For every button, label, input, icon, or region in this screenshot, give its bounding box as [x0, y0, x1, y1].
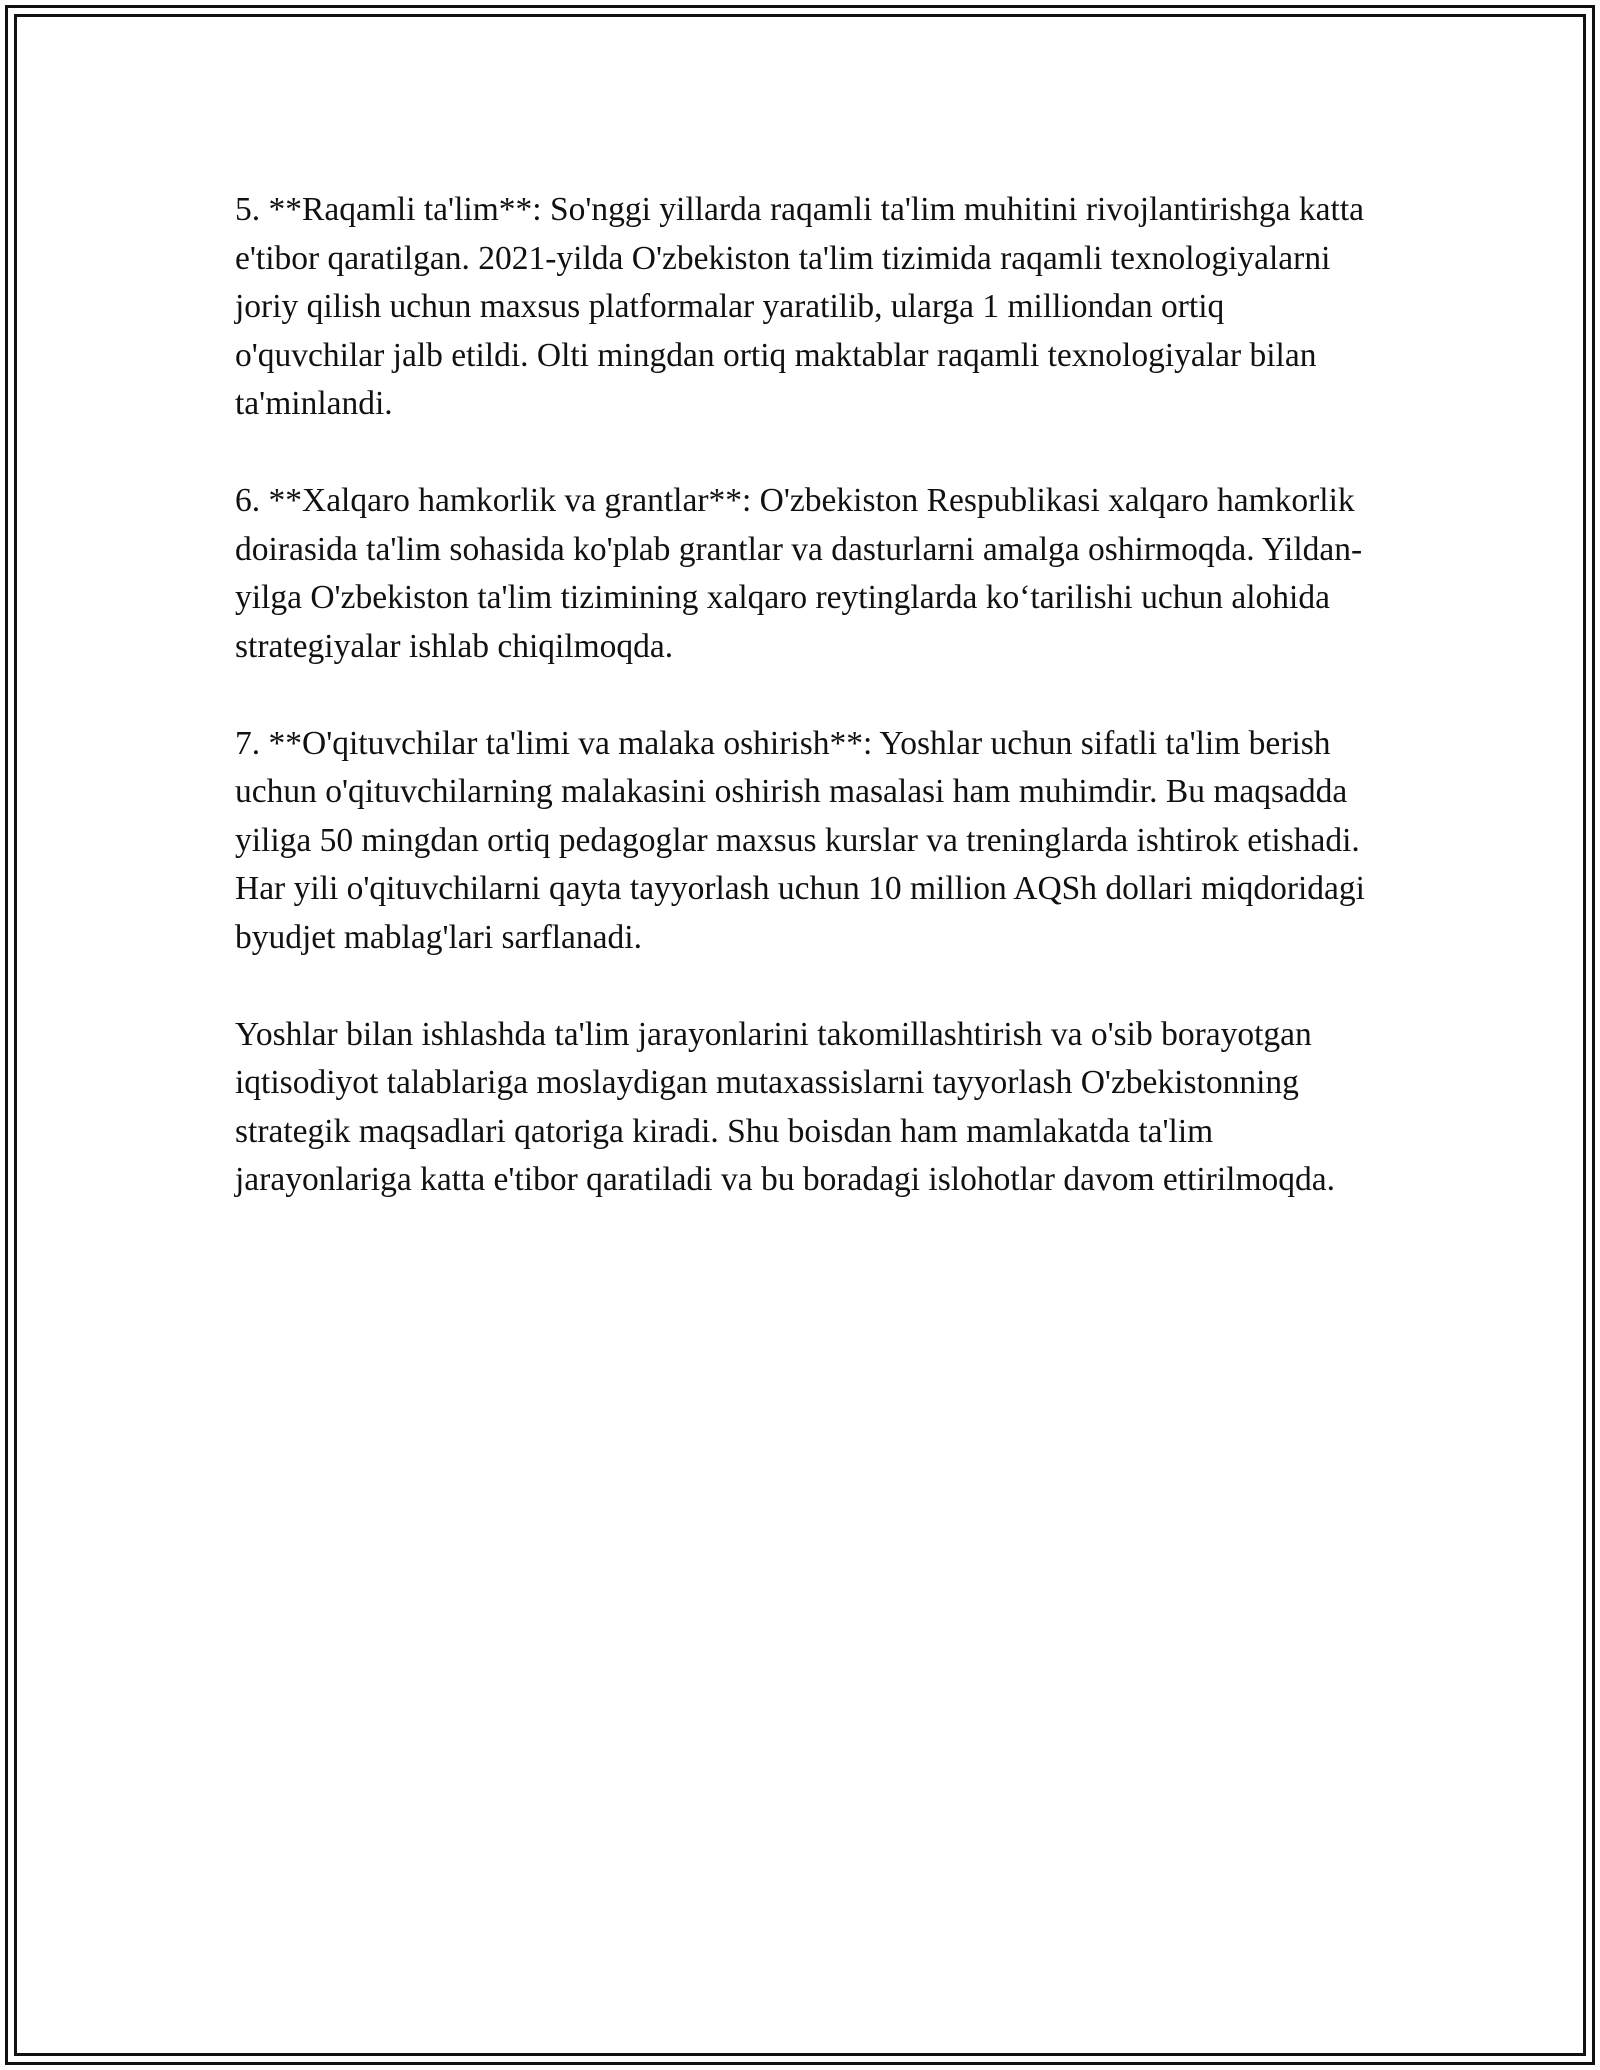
paragraph-xalqaro-hamkorlik: 6. **Xalqaro hamkorlik va grantlar**: O'zbekiston Respublikasi xalqaro hamkorlik doirasida ta'lim sohasida ko'plab grantlar va dasturlarni amalga oshirmoqda. Yildan-yilga O'zbekiston ta'lim tizimining xalqaro reytinglarda ko‘tarilishi uchun alohida strategiyalar ishlab chiqilmoqda.: [235, 482, 1363, 665]
paragraph-raqamli-talim: 5. **Raqamli ta'lim**: So'nggi yillarda raqamli ta'lim muhitini rivojlantirishga katta e'tibor qaratilgan. 2021-yilda O'zbekiston ta'lim tizimida raqamli texnologiyalarni joriy qilish uchun maxsus platformalar yaratilib, ularga 1 milliondan ortiq o'quvchilar jalb etildi. Olti mingdan ortiq maktablar raqamli texnologiyalar bilan ta'minlandi.: [235, 191, 1365, 422]
paragraph-conclusion: Yoshlar bilan ishlashda ta'lim jarayonlarini takomillashtirish va o'sib borayotgan iqtisodiyot talablariga moslaydigan mutaxassislarni tayyorlash O'zbekistonning strategik maqsadlari qatoriga kiradi. Shu boisdan ham mamlakatda ta'lim jarayonlariga katta e'tibor qaratiladi va bu boradagi islohotlar davom ettirilmoqda.: [235, 1015, 1336, 1198]
paragraph-oqituvchilar-talimi: 7. **O'qituvchilar ta'limi va malaka oshirish**: Yoshlar uchun sifatli ta'lim berish uchun o'qituvchilarning malakasini oshirish masalasi ham muhimdir. Bu maqsadda yiliga 50 mingdan ortiq pedagoglar maxsus kurslar va treninglarda ishtirok etishadi. Har yili o'qituvchilarni qayta tayyorlash uchun 10 million AQSh dollari miqdoridagi byudjet mablag'lari sarflanadi.: [235, 724, 1365, 956]
document-body: [235, 186, 1375, 1253]
